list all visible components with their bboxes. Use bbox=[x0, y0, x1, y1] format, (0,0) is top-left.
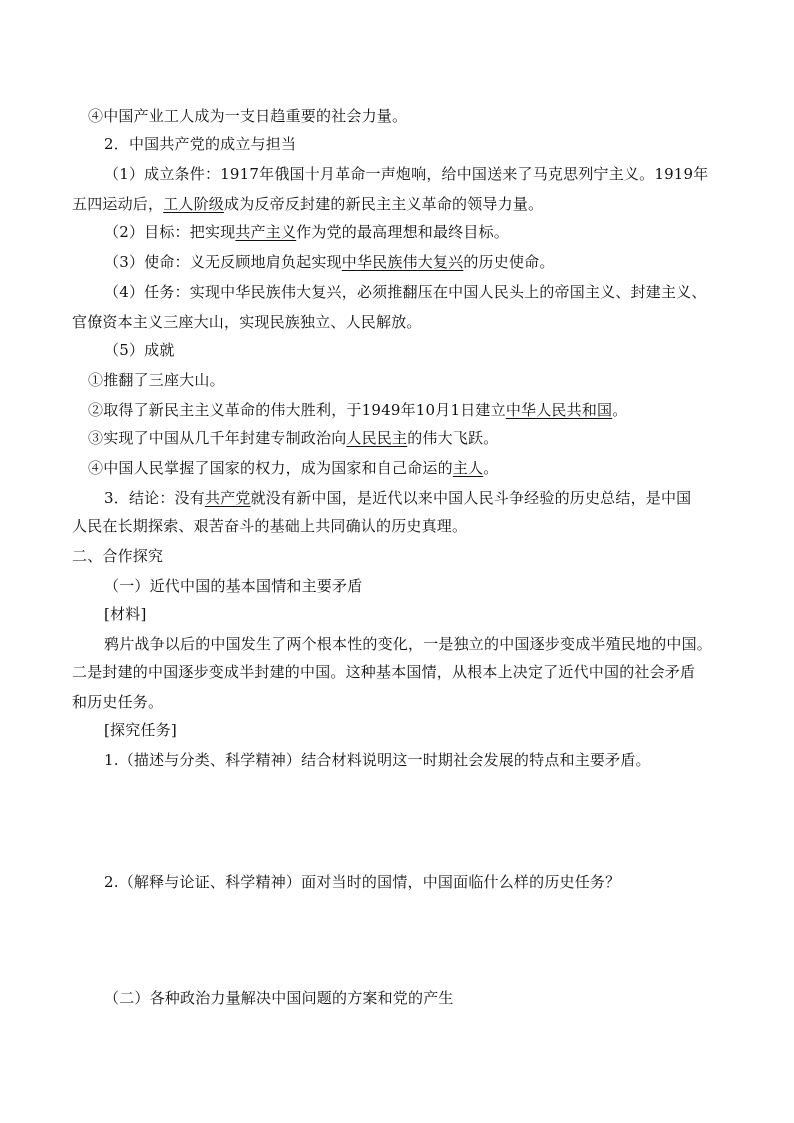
text-span: 作为党的最高理想和最终目标。 bbox=[296, 223, 509, 241]
conclusion-line-2: 人民在长期探索、艰苦奋斗的基础上共同确认的历史真理。 bbox=[72, 517, 468, 535]
underlined-term-communism: 共产主义 bbox=[235, 223, 297, 241]
underlined-term-people-democracy: 人民民主 bbox=[346, 429, 408, 447]
item-industrial-workers: ④中国产业工人成为一支日趋重要的社会力量。 bbox=[88, 107, 408, 125]
text-span: ④中国人民掌握了国家的权力，成为国家和自己命运的 bbox=[88, 459, 453, 477]
conclusion-line-1 bbox=[104, 488, 691, 508]
underlined-term-working-class: 工人阶级 bbox=[163, 195, 225, 213]
mission-line bbox=[104, 252, 555, 272]
text-span: 。 bbox=[483, 459, 499, 477]
text-span: ③实现了中国从几千年封建专制政治向 bbox=[88, 429, 347, 447]
subsection-2-title: （二）各种政治力量解决中国问题的方案和党的产生 bbox=[104, 989, 454, 1007]
task-line-2: 官僚资本主义三座大山，实现民族独立、人民解放。 bbox=[72, 313, 422, 331]
achievement-2 bbox=[88, 400, 627, 420]
question-2: 2.（解释与论证、科学精神）面对当时的国情，中国面临什么样的历史任务？ bbox=[104, 873, 621, 891]
goal-line bbox=[104, 222, 509, 242]
underlined-term-rejuvenation: 中华民族伟大复兴 bbox=[341, 253, 464, 271]
text-span: （3）使命：义无反顾地肩负起实现 bbox=[104, 253, 342, 271]
achievement-1: ①推翻了三座大山。 bbox=[88, 371, 225, 389]
text-span: 五四运动后， bbox=[72, 195, 164, 213]
task-line-1: （4）任务：实现中华民族伟大复兴，必须推翻压在中国人民头上的帝国主义、封建主义、 bbox=[104, 283, 707, 301]
question-1: 1.（描述与分类、科学精神）结合材料说明这一时期社会发展的特点和主要矛盾。 bbox=[104, 751, 651, 769]
text-span: 3．结论：没有 bbox=[104, 489, 205, 507]
task-label: [探究任务] bbox=[104, 721, 177, 739]
subsection-1-title: （一）近代中国的基本国情和主要矛盾 bbox=[104, 577, 363, 595]
material-label: [材料] bbox=[104, 605, 147, 623]
underlined-term-prc: 中华人民共和国 bbox=[505, 401, 613, 419]
founding-conditions-line-2 bbox=[72, 194, 543, 214]
section-2-title: 2．中国共产党的成立与担当 bbox=[104, 135, 297, 153]
text-span: 成为反帝反封建的新民主主义革命的领导力量。 bbox=[224, 195, 544, 213]
text-span: （2）目标：把实现 bbox=[104, 223, 236, 241]
underlined-term-communist-party: 共产党 bbox=[204, 489, 251, 507]
text-span: ②取得了新民主主义革命的伟大胜利，于1949年10月1日建立 bbox=[88, 401, 506, 419]
text-span: 就没有新中国，是近代以来中国人民斗争经验的历史总结，是中国 bbox=[250, 489, 692, 507]
material-line-2: 二是封建的中国逐步变成半封建的中国。这种基本国情，从根本上决定了近代中国的社会矛盾 bbox=[72, 663, 696, 681]
text-span: 的伟大飞跃。 bbox=[407, 429, 499, 447]
text-span: 。 bbox=[612, 401, 628, 419]
underlined-term-masters: 主人 bbox=[452, 459, 484, 477]
achievements-title: （5）成就 bbox=[104, 341, 175, 359]
text-span: 的历史使命。 bbox=[463, 253, 555, 271]
achievement-4 bbox=[88, 458, 498, 478]
part-2-title: 二、合作探究 bbox=[72, 547, 164, 565]
achievement-3 bbox=[88, 428, 498, 448]
material-line-3: 和历史任务。 bbox=[72, 693, 164, 711]
material-line-1: 鸦片战争以后的中国发生了两个根本性的变化，一是独立的中国逐步变成半殖民地的中国。 bbox=[104, 635, 713, 653]
founding-conditions-line-1: （1）成立条件：1917年俄国十月革命一声炮响，给中国送来了马克思列宁主义。1919年 bbox=[104, 165, 709, 183]
